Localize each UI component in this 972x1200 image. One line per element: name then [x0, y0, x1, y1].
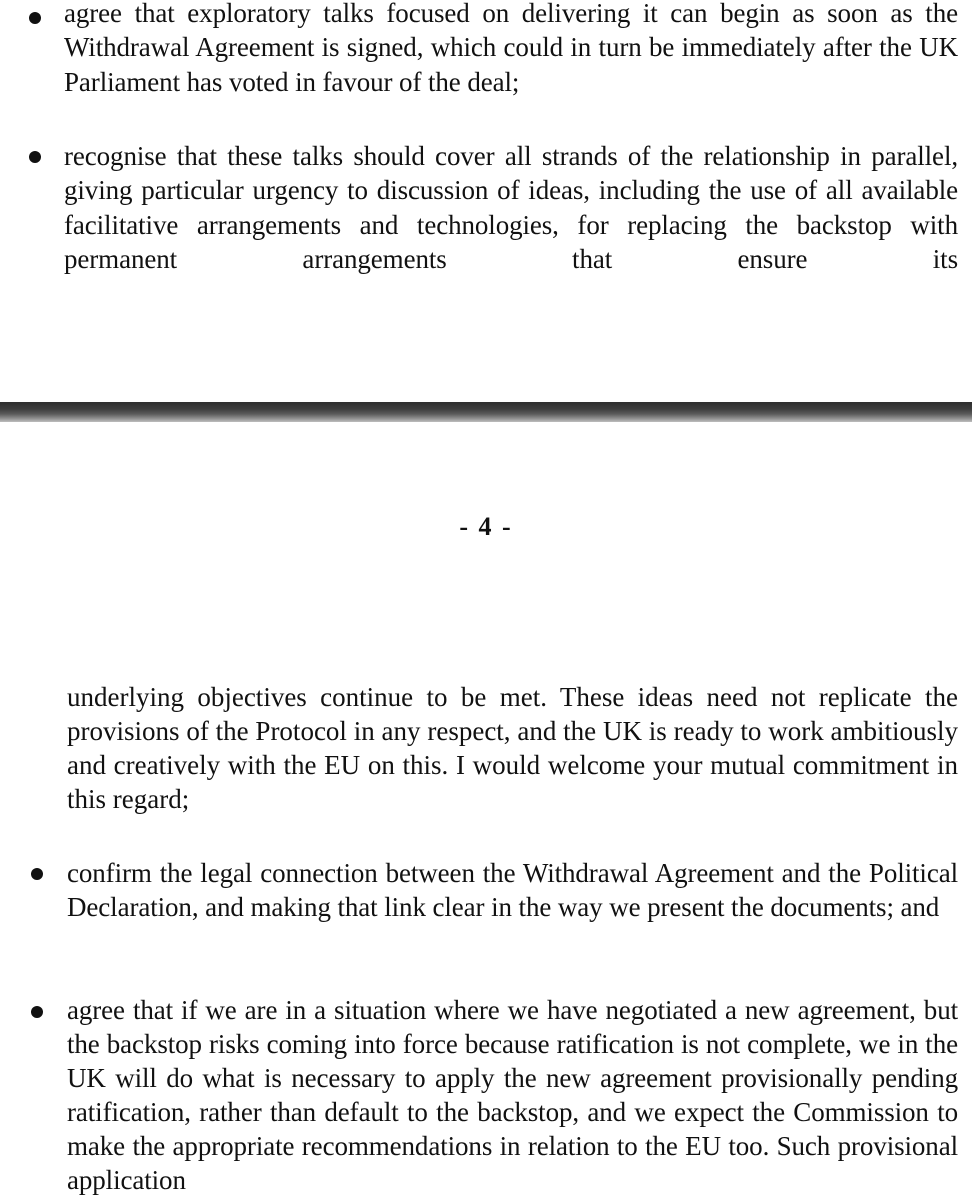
bullet-dot: [29, 12, 41, 24]
bullet-dot: [29, 151, 41, 163]
page-break-divider: [0, 402, 972, 422]
continuation-paragraph: underlying objectives continue to be met. These ideas need not replicate the provisions of the Protocol in any respect, and the UK is ready to work ambitiously and creatively with the EU on this. I would welcome your mutual commitment in this regard;: [67, 682, 958, 814]
bullet-dot: [31, 1006, 43, 1018]
bullet-dot: [31, 868, 43, 880]
bullet-item-exploratory-talks: agree that exploratory talks focused on delivering it can begin as soon as the Withdrawal Agreement is signed, which could in turn be immediately after the UK Parliament has voted in favour of the deal;: [64, 0, 958, 97]
page-number: - 4 -: [459, 512, 513, 541]
bullet-item-provisional-application: agree that if we are in a situation where we have negotiated a new agreement, but the backstop risks coming into force because ratification is not complete, we in the UK will do what is necessary to apply the new agreement provisionally pending ratification, rather than default to the backstop, and we expect the Commission to make the appropriate recommendations in relation to the EU too. Such provisional application: [67, 995, 958, 1195]
bullet-item-recognise-talks: recognise that these talks should cover all strands of the relationship in parallel, giving particular urgency to discussion of ideas, including the use of all available facilitative arrangements and technologies, for replacing the backstop with permanent arrangements that ensure its: [64, 141, 958, 275]
bullet-item-legal-connection: confirm the legal connection between the Withdrawal Agreement and the Political Declaration, and making that link clear in the way we present the documents; and: [67, 858, 958, 922]
document-page-bottom: [0, 422, 972, 1200]
document-page-top: [0, 0, 972, 402]
